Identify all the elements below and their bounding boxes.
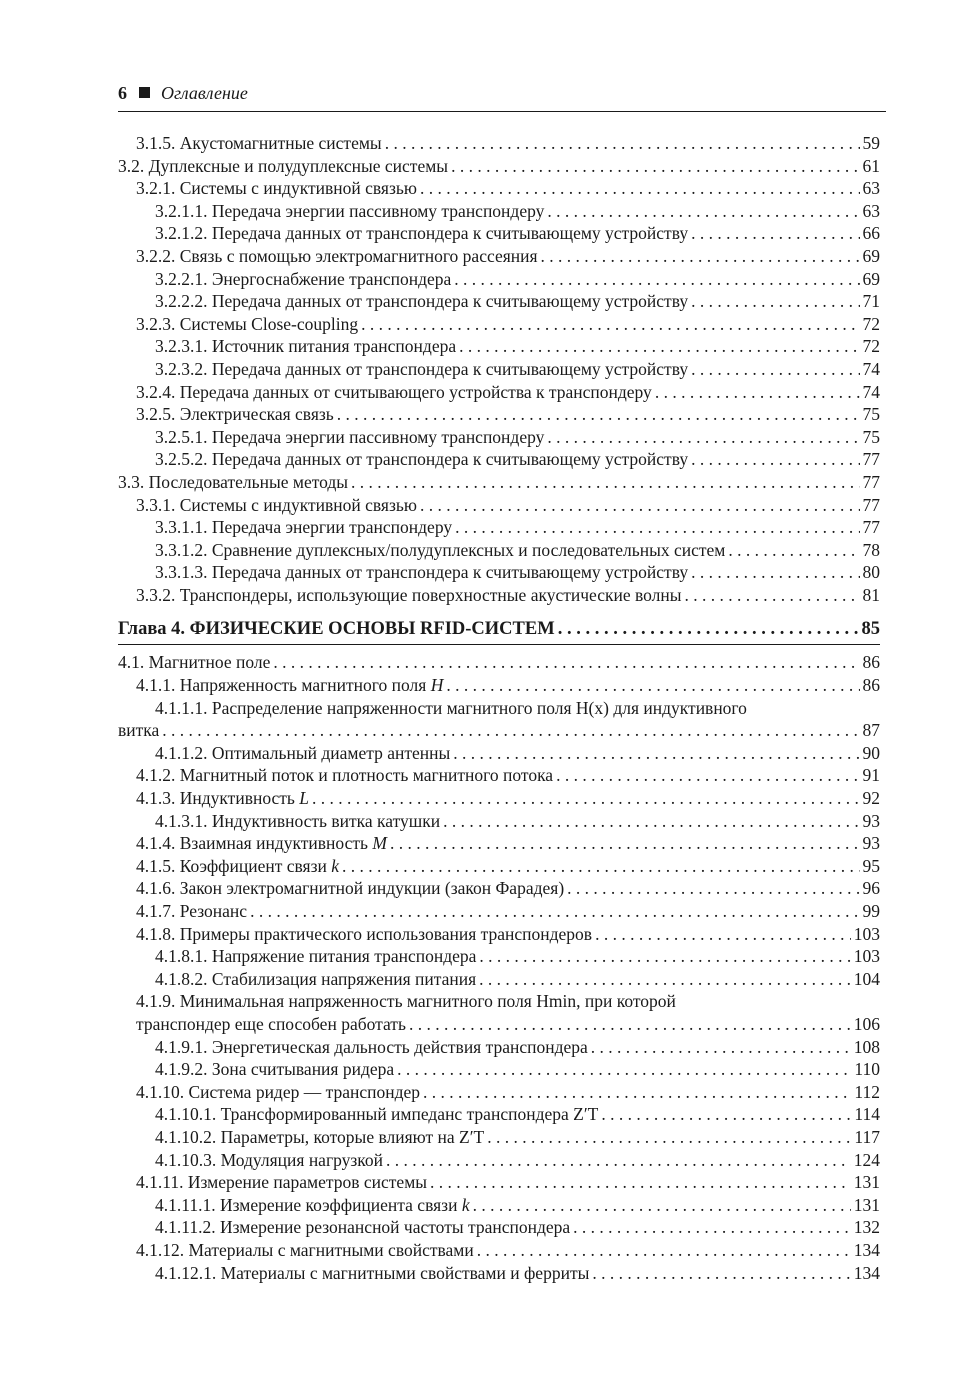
toc-entry-title: 4.1.5. Коэффициент связи	[136, 855, 327, 876]
dot-leader	[361, 313, 859, 336]
page-number: 6	[118, 83, 127, 103]
dot-leader	[386, 1149, 851, 1172]
toc-entry[interactable]	[118, 1103, 880, 1126]
toc-entry-page: 106	[853, 1013, 880, 1034]
toc-entry-page: 86	[862, 652, 880, 673]
toc-entry-title: 4.1.1. Напряженность магнитного поля	[136, 675, 427, 696]
toc-entry[interactable]	[118, 245, 880, 268]
dot-leader	[273, 651, 859, 674]
toc-entry-title: 3.3.1. Системы с индуктивной связью	[136, 494, 417, 515]
toc-entry-page: 77	[862, 494, 880, 515]
toc-entry-page: 108	[853, 1036, 880, 1057]
toc-entry-page: 104	[853, 968, 880, 989]
toc-entry-page: 132	[853, 1217, 880, 1238]
dot-leader	[473, 1194, 851, 1217]
toc-entry-variable: H	[430, 675, 444, 696]
toc-entry-title: 4.1.11. Измерение параметров системы	[136, 1172, 428, 1193]
dot-leader	[423, 1081, 851, 1104]
toc-entry-title: 4.1.10. Система ридер — транспондер	[136, 1081, 421, 1102]
toc-entry[interactable]	[118, 200, 880, 223]
toc-entry-page: 91	[862, 765, 880, 786]
dot-leader	[541, 245, 860, 268]
toc-entry-page: 74	[862, 381, 880, 402]
dot-leader	[573, 1216, 851, 1239]
toc-entry[interactable]	[118, 1058, 880, 1081]
running-title: Оглавление	[161, 83, 248, 103]
toc-entry[interactable]	[118, 832, 880, 855]
toc-entry[interactable]	[118, 1036, 880, 1059]
dot-leader	[558, 614, 859, 644]
dot-leader	[479, 968, 851, 991]
toc-entry[interactable]	[118, 923, 880, 946]
toc-entry-page: 81	[862, 584, 880, 605]
toc-entry[interactable]	[118, 381, 880, 404]
toc-entry[interactable]	[118, 1194, 880, 1217]
toc-entry[interactable]	[118, 945, 880, 968]
toc-entry-title: 3.2.2.1. Энергоснабжение транспондера	[155, 268, 452, 289]
dot-leader	[451, 155, 859, 178]
toc-entry-title: 4.1.11.2. Измерение резонансной частоты транспондера	[155, 1217, 571, 1238]
toc-entry-page: 72	[862, 313, 880, 334]
toc-entry-title: 3.2.3.1. Источник питания транспондера	[155, 336, 457, 357]
dot-leader	[443, 810, 859, 833]
toc-entry-title: 3.2.3.2. Передача данных от транспондера к считывающему устройству	[155, 358, 689, 379]
toc-entry[interactable]	[118, 222, 880, 245]
toc-entry[interactable]	[118, 674, 880, 697]
toc-entry-page: 117	[854, 1126, 880, 1147]
toc-entry-continuation[interactable]	[118, 1013, 880, 1036]
toc-entry[interactable]	[118, 403, 880, 426]
toc-entry-page: 78	[862, 539, 880, 560]
table-of-contents	[118, 132, 880, 1284]
dot-leader	[409, 1013, 851, 1036]
toc-entry-page: 77	[862, 449, 880, 470]
toc-entry-title: 4.1.6. Закон электромагнитной индукции (закон Фарадея)	[136, 878, 565, 899]
toc-entry-page: 75	[862, 404, 880, 425]
toc-entry-page: 124	[853, 1149, 880, 1170]
toc-entry-page: 77	[862, 517, 880, 538]
toc-entry-page: 71	[862, 291, 880, 312]
toc-entry[interactable]	[118, 1239, 880, 1262]
toc-entry[interactable]	[118, 1149, 880, 1172]
toc-entry[interactable]	[118, 471, 880, 494]
dot-leader	[479, 945, 850, 968]
toc-entry-page: 112	[854, 1081, 880, 1102]
toc-entry-title: 3.2.2. Связь с помощью электромагнитного рассеяния	[136, 245, 538, 266]
dot-leader	[691, 358, 859, 381]
toc-entry[interactable]	[118, 539, 880, 562]
square-bullet-icon	[139, 87, 150, 98]
toc-entry-title: 4.1.1.1. Распределение напряженности магнитного поля H(x) для индуктивного	[155, 697, 747, 718]
toc-entry-page: 75	[862, 426, 880, 447]
toc-entry-title: 3.3.1.1. Передача энергии транспондеру	[155, 517, 453, 538]
dot-leader	[691, 222, 859, 245]
page-header	[118, 80, 886, 110]
toc-entry-continuation[interactable]	[118, 719, 880, 742]
toc-entry-page: 77	[862, 471, 880, 492]
toc-entry-page: 134	[853, 1239, 880, 1260]
toc-entry-title: 3.2.5.2. Передача данных от транспондера к считывающему устройству	[155, 449, 689, 470]
dot-leader	[556, 764, 859, 787]
dot-leader	[691, 561, 859, 584]
dot-leader	[351, 471, 859, 494]
toc-entry-title: 4.1.3.1. Индуктивность витка катушки	[155, 810, 441, 831]
toc-entry-page: 85	[861, 619, 880, 640]
toc-entry[interactable]	[118, 1171, 880, 1194]
dot-leader	[430, 1171, 851, 1194]
toc-entry[interactable]	[118, 335, 880, 358]
toc-entry-page: 103	[853, 946, 880, 967]
dot-leader	[487, 1126, 851, 1149]
toc-entry-title: 4.1.8. Примеры практического использования транспондеров	[136, 923, 593, 944]
toc-entry[interactable]	[118, 855, 880, 878]
toc-entry[interactable]	[118, 426, 880, 449]
toc-entry-title: витка	[118, 720, 160, 741]
toc-entry[interactable]	[118, 764, 880, 787]
dot-leader	[342, 855, 859, 878]
toc-entry-title: 3.3.1.3. Передача данных от транспондера к считывающему устройству	[155, 562, 689, 583]
toc-entry-page: 134	[853, 1262, 880, 1283]
toc-entry-page: 110	[854, 1059, 880, 1080]
toc-entry-page: 95	[862, 855, 880, 876]
toc-entry-page: 59	[862, 133, 880, 153]
toc-entry-page: 63	[862, 200, 880, 221]
dot-leader	[312, 787, 859, 810]
chapter-heading[interactable]	[118, 614, 880, 645]
toc-entry[interactable]	[118, 313, 880, 336]
toc-entry-title: 4.1.10.1. Трансформированный импеданс транспондера Z′T	[155, 1104, 599, 1125]
dot-leader	[455, 516, 859, 539]
toc-entry[interactable]	[118, 358, 880, 381]
toc-entry-title: 4.1.10.2. Параметры, которые влияют на Z′T	[155, 1126, 485, 1147]
dot-leader	[547, 200, 859, 223]
dot-leader	[446, 674, 859, 697]
dot-leader	[459, 335, 859, 358]
dot-leader	[390, 832, 860, 855]
toc-entry-page: 103	[853, 923, 880, 944]
toc-entry-title: 3.2.2.2. Передача данных от транспондера к считывающему устройству	[155, 291, 689, 312]
dot-leader	[420, 177, 860, 200]
toc-entry-title: 4.1.4. Взаимная индуктивность	[136, 833, 368, 854]
toc-entry-title: 3.2.1.2. Передача данных от транспондера к считывающему устройству	[155, 223, 689, 244]
toc-entry[interactable]	[118, 877, 880, 900]
toc-entry-variable: k	[331, 855, 340, 876]
toc-entry[interactable]	[118, 787, 880, 810]
dot-leader	[477, 1239, 851, 1262]
header-rule	[118, 111, 886, 112]
dot-leader	[691, 290, 859, 313]
toc-entry-title: Глава 4. ФИЗИЧЕСКИЕ ОСНОВЫ RFID-СИСТЕМ	[118, 619, 555, 640]
toc-entry[interactable]	[118, 1126, 880, 1149]
toc-entry-title: 4.1.1.2. Оптимальный диаметр антенны	[155, 742, 451, 763]
toc-entry-title: 4.1.2. Магнитный поток и плотность магнитного потока	[136, 765, 554, 786]
dot-leader	[337, 403, 860, 426]
toc-entry[interactable]	[118, 290, 880, 313]
toc-entry[interactable]	[118, 968, 880, 991]
toc-entry-title: 4.1.10.3. Модуляция нагрузкой	[155, 1149, 384, 1170]
toc-entry-page: 131	[853, 1194, 880, 1215]
dot-leader	[385, 132, 860, 155]
toc-entry-page: 69	[862, 245, 880, 266]
toc-entry[interactable]	[118, 268, 880, 291]
toc-entry-page: 63	[862, 178, 880, 199]
toc-entry-page: 66	[862, 223, 880, 244]
dot-leader	[454, 268, 859, 291]
toc-entry-title: 3.2.3. Системы Close-coupling	[136, 313, 359, 334]
toc-entry-page: 93	[862, 810, 880, 831]
toc-entry-title: 4.1.8.1. Напряжение питания транспондера	[155, 946, 477, 967]
toc-entry-title: 3.2.1. Системы с индуктивной связью	[136, 178, 417, 199]
toc-entry-title: транспондер еще способен работать	[136, 1013, 406, 1034]
toc-entry-page: 99	[862, 901, 880, 921]
toc-entry[interactable]	[118, 900, 880, 923]
toc-entry-page: 74	[862, 358, 880, 379]
toc-entry-title: 3.2.5.1. Передача энергии пассивному транспондеру	[155, 426, 545, 447]
dot-leader	[601, 1103, 851, 1126]
toc-entry-page: 61	[862, 155, 880, 176]
toc-entry[interactable]	[118, 177, 880, 200]
toc-entry-title: 4.1.8.2. Стабилизация напряжения питания	[155, 968, 477, 989]
toc-entry-title: 4.1.12. Материалы с магнитными свойствами	[136, 1239, 474, 1260]
toc-entry-title: 4.1.12.1. Материалы с магнитными свойствами и ферриты	[155, 1262, 590, 1283]
dot-leader	[591, 1036, 851, 1059]
toc-entry[interactable]	[118, 742, 880, 765]
toc-entry-title: 3.1.5. Акустомагнитные системы	[136, 133, 382, 153]
toc-entry[interactable]	[118, 651, 880, 674]
toc-entry-title: 3.3. Последовательные методы	[118, 471, 349, 492]
toc-entry-title: 3.2.5. Электрическая связь	[136, 404, 334, 425]
toc-entry[interactable]	[118, 155, 880, 178]
toc-entry[interactable]	[118, 494, 880, 517]
toc-entry-title: 3.3.2. Транспондеры, использующие поверхностные акустические волны	[136, 584, 682, 605]
toc-entry-page: 86	[862, 675, 880, 696]
toc-entry[interactable]	[118, 990, 880, 1013]
toc-entry-page: 72	[862, 336, 880, 357]
dot-leader	[691, 448, 859, 471]
toc-entry-page: 92	[862, 788, 880, 809]
dot-leader	[453, 742, 859, 765]
toc-entry-title: 4.1. Магнитное поле	[118, 652, 271, 673]
dot-leader	[685, 584, 860, 607]
toc-entry-variable: L	[299, 788, 310, 809]
toc-entry[interactable]	[118, 132, 880, 155]
toc-entry-title: 4.1.11.1. Измерение коэффициента связи	[155, 1194, 458, 1215]
toc-entry[interactable]	[118, 1081, 880, 1104]
toc-entry[interactable]	[118, 448, 880, 471]
toc-entry[interactable]	[118, 584, 880, 607]
dot-leader	[162, 719, 859, 742]
dot-leader	[655, 381, 860, 404]
dot-leader	[592, 1262, 850, 1285]
dot-leader	[567, 877, 859, 900]
toc-entry[interactable]	[118, 810, 880, 833]
toc-entry-title: 4.1.9. Минимальная напряженность магнитного поля Hmin, при которой	[136, 991, 676, 1012]
toc-entry[interactable]	[118, 516, 880, 539]
toc-entry-page: 80	[862, 562, 880, 583]
dot-leader	[420, 494, 860, 517]
toc-entry[interactable]	[118, 1216, 880, 1239]
dot-leader	[547, 426, 859, 449]
toc-entry-title: 4.1.7. Резонанс	[136, 901, 248, 921]
toc-entry-title: 3.3.1.2. Сравнение дуплексных/полудуплексных и последовательных систем	[155, 539, 726, 560]
toc-entry-title: 3.2.1.1. Передача энергии пассивному транспондеру	[155, 200, 545, 221]
toc-entry-variable: k	[461, 1194, 470, 1215]
toc-entry-variable: M	[372, 833, 387, 854]
toc-entry-title: 3.2. Дуплексные и полудуплексные системы	[118, 155, 449, 176]
toc-entry-title: 3.2.4. Передача данных от считывающего устройства к транспондеру	[136, 381, 652, 402]
toc-entry-page: 87	[862, 720, 880, 741]
toc-entry-page: 93	[862, 833, 880, 854]
toc-entry-title: 4.1.9.1. Энергетическая дальность действия транспондера	[155, 1036, 588, 1057]
toc-entry-title: 4.1.9.2. Зона считывания ридера	[155, 1059, 395, 1080]
dot-leader	[250, 900, 859, 923]
toc-entry-page: 90	[862, 742, 880, 763]
dot-leader	[397, 1058, 851, 1081]
toc-entry[interactable]	[118, 561, 880, 584]
toc-entry-title: 4.1.3. Индуктивность	[136, 788, 295, 809]
dot-leader	[595, 923, 851, 946]
toc-entry-page: 131	[853, 1172, 880, 1193]
toc-entry[interactable]	[118, 697, 880, 720]
toc-entry-page: 114	[854, 1104, 880, 1125]
toc-entry[interactable]	[118, 1262, 880, 1285]
toc-entry-page: 96	[862, 878, 880, 899]
dot-leader	[728, 539, 859, 562]
toc-entry-page: 69	[862, 268, 880, 289]
